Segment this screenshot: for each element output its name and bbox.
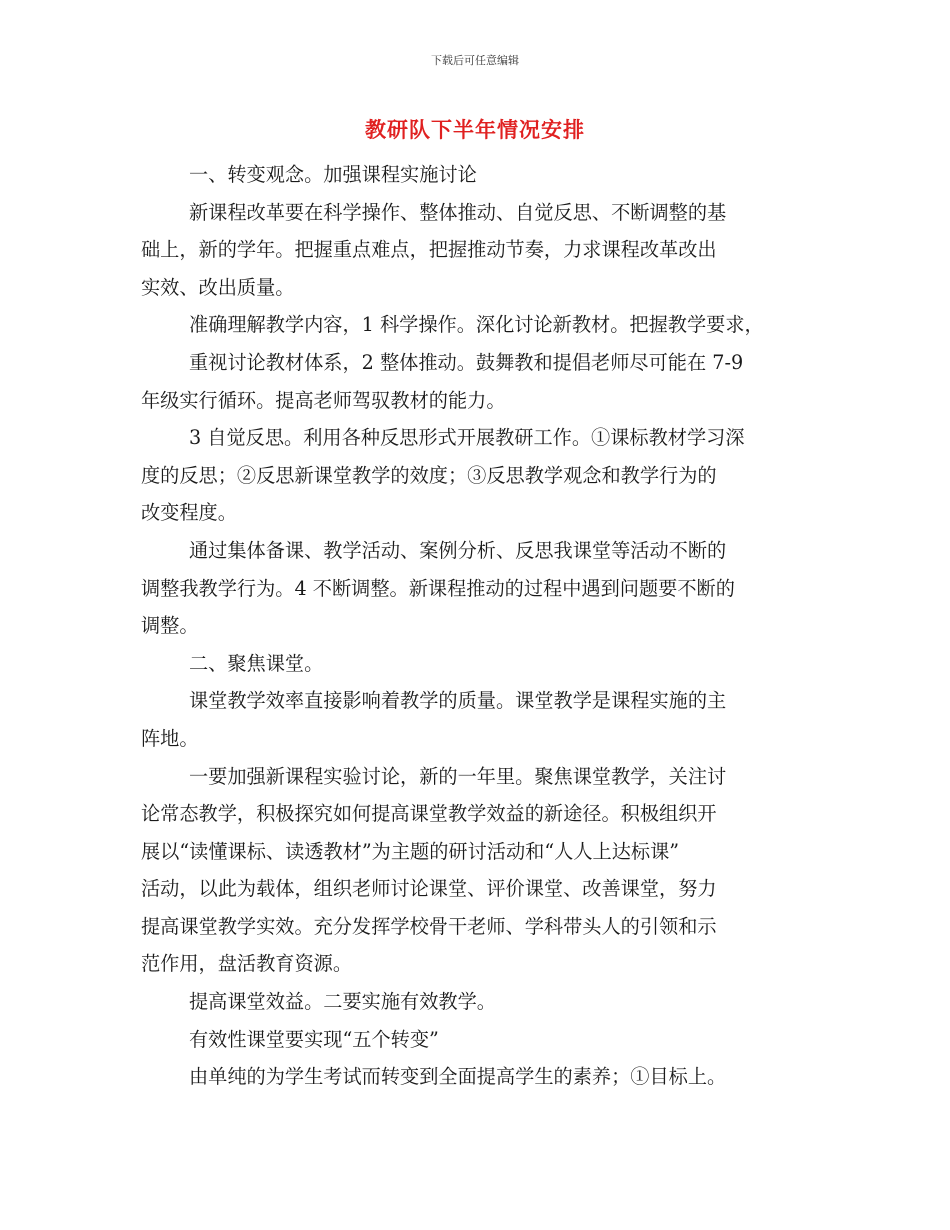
text-line: 提高课堂效益。二要实施有效教学。 <box>189 990 496 1014</box>
text-line: 一要加强新课程实验讨论，新的一年里。聚焦课堂教学，关注讨 <box>189 764 727 788</box>
text-line: 论常态教学，积极探究如何提高课堂教学效益的新途径。积极组织开 <box>141 802 717 826</box>
text-line: 由单纯的为学生考试而转变到全面提高学生的素养；①目标上。 <box>189 1065 727 1089</box>
text-line: 调整我教学行为。4 不断调整。新课程推动的过程中遇到问题要不断的 <box>141 576 735 600</box>
text-line: 范作用，盘活教育资源。 <box>141 952 353 976</box>
text-line: 提高课堂教学实效。充分发挥学校骨干老师、学科带头人的引领和示 <box>141 914 717 938</box>
text-line: 一、转变观念。加强课程实施讨论 <box>189 163 477 186</box>
document-title: 教研队下半年情况安排 <box>365 117 585 142</box>
text-line: 3 自觉反思。利用各种反思形式开展教研工作。①课标教材学习深 <box>189 426 745 450</box>
text-line: 活动，以此为载体，组织老师讨论课堂、评价课堂、改善课堂，努力 <box>141 877 717 901</box>
text-line: 年级实行循环。提高老师驾驭教材的能力。 <box>141 388 506 412</box>
text-line: 准确理解教学内容，1 科学操作。深化讨论新教材。把握教学要求， <box>189 313 764 337</box>
text-line: 新课程改革要在科学操作、整体推动、自觉反思、不断调整的基 <box>189 200 727 224</box>
text-line: 础上，新的学年。把握重点难点，把握推动节奏，力求课程改革改出 <box>141 238 717 262</box>
text-line: 二、聚焦课堂。 <box>189 651 324 675</box>
text-line: 阵地。 <box>141 726 199 750</box>
text-line: 重视讨论教材体系，2 整体推动。鼓舞教和提倡老师尽可能在 7-9 <box>189 350 744 374</box>
text-line: 展以“读懂课标、读透教材”为主题的研讨活动和“人人上达标课” <box>141 839 680 863</box>
text-line: 有效性课堂要实现“五个转变” <box>189 1027 439 1051</box>
text-line: 通过集体备课、教学活动、案例分析、反思我课堂等活动不断的 <box>189 538 727 562</box>
page-header: 下载后可任意编辑 <box>431 54 519 67</box>
text-line: 改变程度。 <box>141 501 237 525</box>
text-line: 实效、改出质量。 <box>141 275 295 299</box>
text-line: 调整。 <box>141 614 199 638</box>
text-line: 度的反思；②反思新课堂教学的效度；③反思教学观念和教学行为的 <box>141 463 717 487</box>
text-line: 课堂教学效率直接影响着教学的质量。课堂教学是课程实施的主 <box>189 689 727 713</box>
document-body <box>141 160 813 1100</box>
